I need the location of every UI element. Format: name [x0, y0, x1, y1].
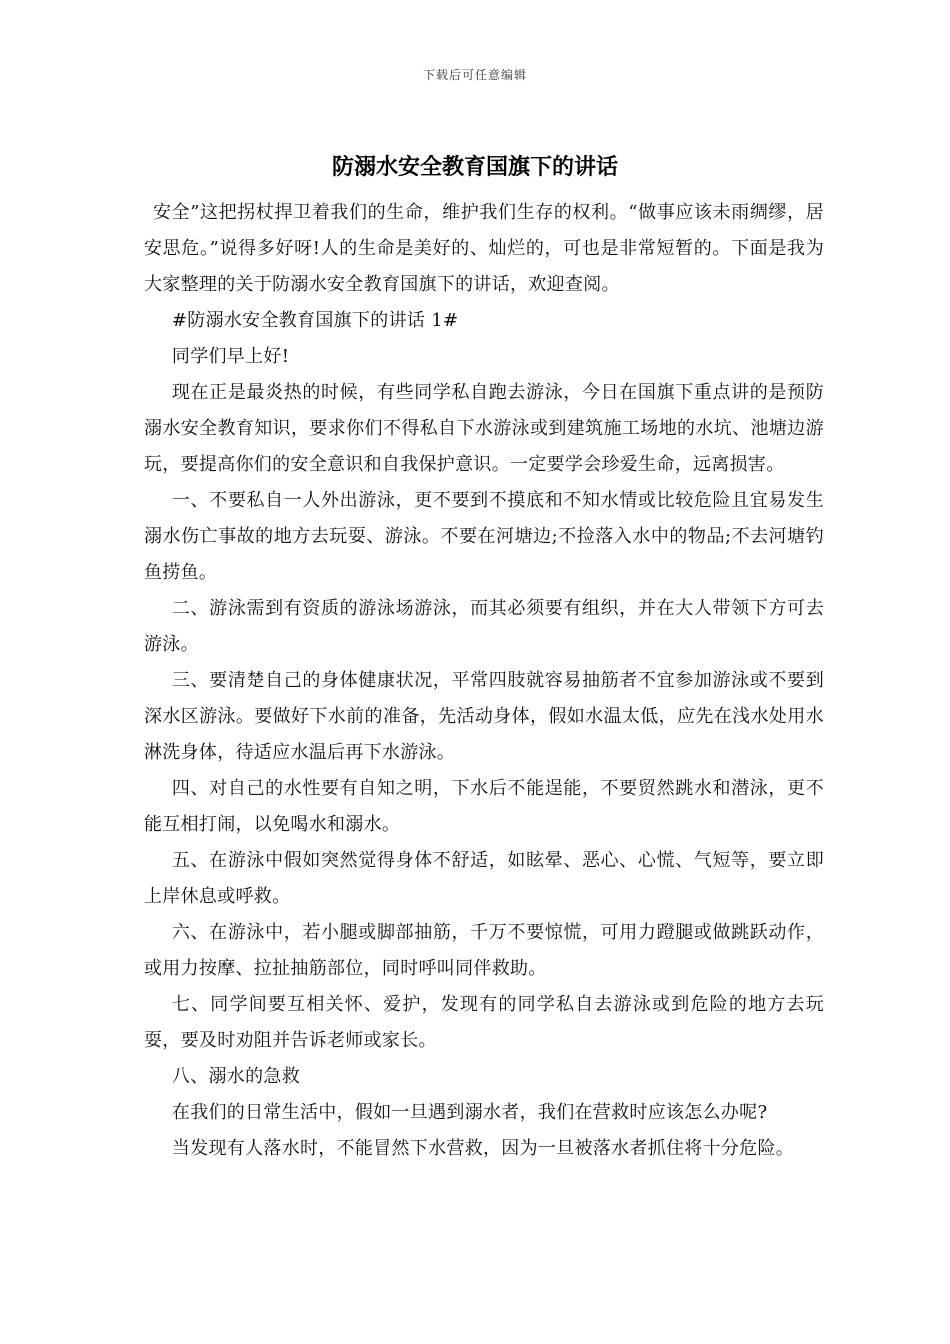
- body-paragraph: 当发现有人落水时，不能冒然下水营救，因为一旦被落水者抓住将十分危险。: [171, 1138, 795, 1159]
- rule-paragraph-4: 四、对自己的水性要有自知之明，下水后不能逞能，不要贸然跳水和潜泳，更不能互相打闹，以免喝水和溺水。: [144, 778, 824, 835]
- header-note: 下载后可任意编辑: [422, 68, 527, 82]
- rule-paragraph-8-heading: 八、溺水的急救: [171, 1066, 300, 1087]
- rule-paragraph-2: 二、游泳需到有资质的游泳场游泳，而其必须要有组织，并在大人带领下方可去游泳。: [144, 598, 824, 655]
- rule-paragraph-7: 七、同学间要互相关怀、爱护，发现有的同学私自去游泳或到危险的地方去玩耍，要及时劝阻并告诉老师或家长。: [144, 994, 824, 1051]
- body-paragraph: 现在正是最炎热的时候，有些同学私自跑去游泳，今日在国旗下重点讲的是预防溺水安全教育知识，要求你们不得私自下水游泳或到建筑施工场地的水坑、池塘边游玩，要提高你们的安全意识和自我保护意识。一定要学会珍爱生命，远离损害。: [144, 382, 824, 475]
- intro-paragraph: 安全”这把拐杖捍卫着我们的生命，维护我们生存的权利。“做事应该未雨绸缪，居安思危。”说得多好呀!人的生命是美好的、灿烂的，可也是非常短暂的。下面是我为大家整理的关于防溺水安全教育国旗下的讲话，欢迎查阅。: [144, 202, 824, 295]
- document-body: [144, 195, 824, 1167]
- page-title: 防溺水安全教育国旗下的讲话: [331, 155, 618, 180]
- body-paragraph: 在我们的日常生活中，假如一旦遇到溺水者，我们在营救时应该怎么办呢?: [171, 1102, 768, 1123]
- section-heading: #防溺水安全教育国旗下的讲话 1#: [171, 310, 459, 331]
- greeting-paragraph: 同学们早上好!: [171, 346, 290, 367]
- rule-paragraph-5: 五、在游泳中假如突然觉得身体不舒适，如眩晕、恶心、心慌、气短等，要立即上岸休息或呼救。: [144, 850, 824, 907]
- rule-paragraph-3: 三、要清楚自己的身体健康状况，平常四肢就容易抽筋者不宜参加游泳或不要到深水区游泳。要做好下水前的准备，先活动身体，假如水温太低，应先在浅水处用水淋洗身体，待适应水温后再下水游泳。: [144, 670, 824, 763]
- rule-paragraph-6: 六、在游泳中，若小腿或脚部抽筋，千万不要惊慌，可用力蹬腿或做跳跃动作，或用力按摩、拉扯抽筋部位，同时呼叫同伴救助。: [144, 922, 824, 979]
- rule-paragraph-1: 一、不要私自一人外出游泳，更不要到不摸底和不知水情或比较危险且宜易发生溺水伤亡事故的地方去玩耍、游泳。不要在河塘边;不捡落入水中的物品;不去河塘钓鱼捞鱼。: [144, 490, 824, 583]
